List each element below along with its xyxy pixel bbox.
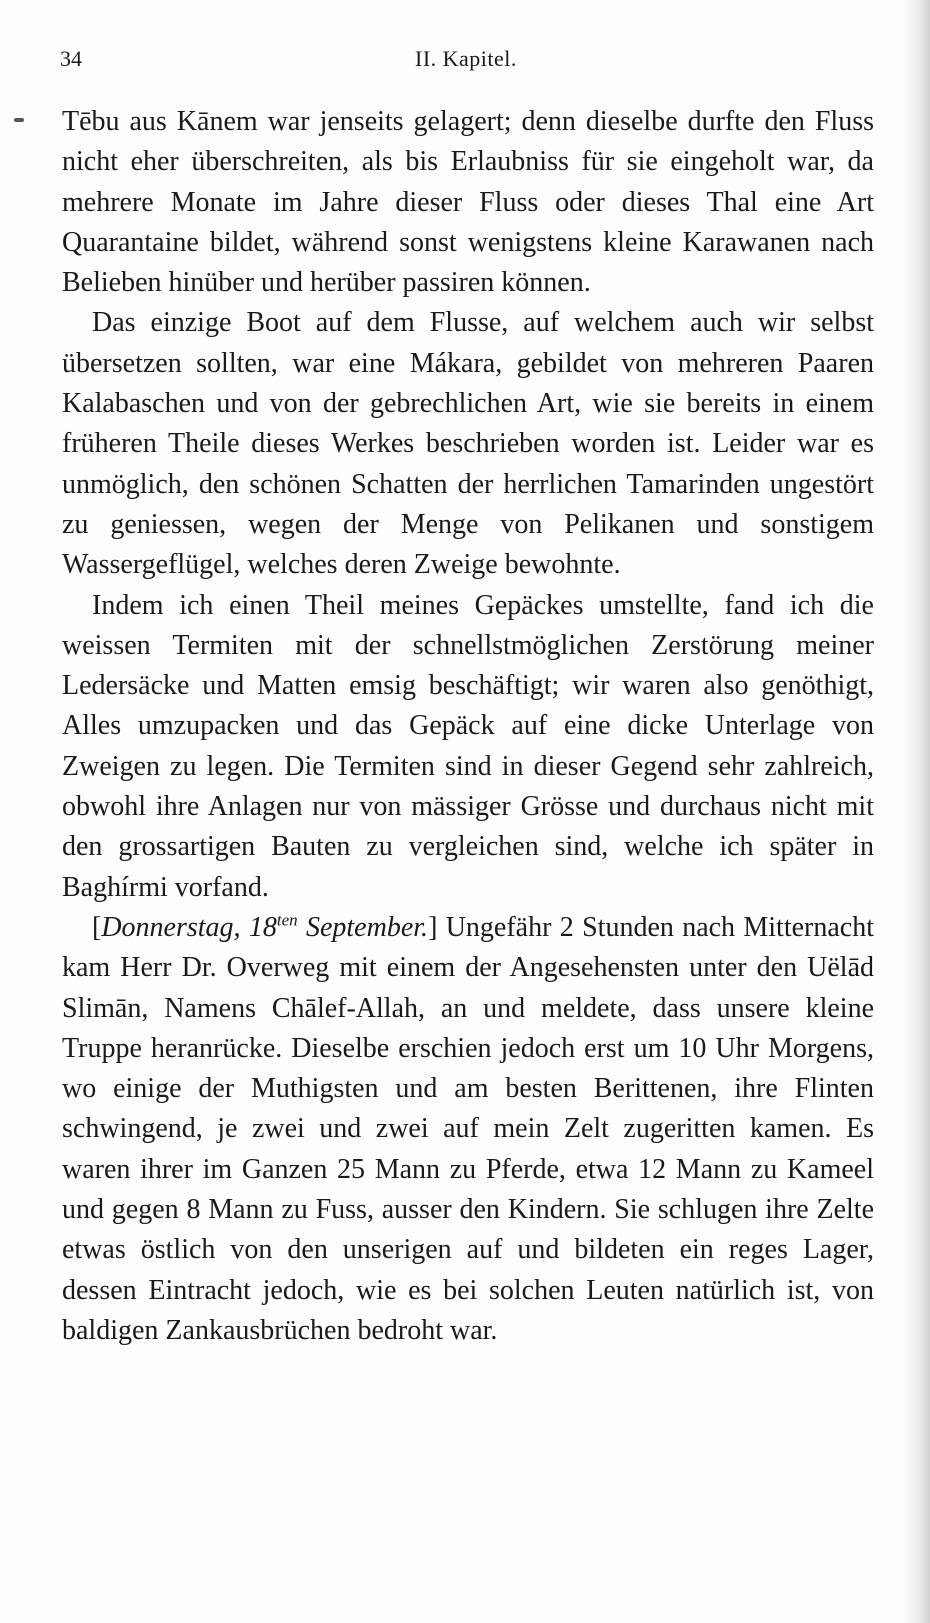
page-edge-shadow: [904, 0, 930, 1623]
paragraph-4: [62, 908, 874, 1351]
body-text: [62, 102, 874, 1351]
running-title: II. Kapitel.: [415, 46, 517, 71]
date-month: September.: [297, 911, 429, 943]
paragraph-4-text: Ungefähr 2 Stunden nach Mitternacht kam Herr Dr. Overweg mit einem der Angesehensten unter den Uëlād Slimān, Namens Chālef-Allah, an und meldete, dass unsere kleine Truppe heranrücke. Dieselbe erschien jedoch erst um 10 Uhr Morgens, wo einige der Muthigsten und am besten Berittenen, ihre Flinten schwingend, je zwei und zwei auf mein Zelt zugeritten kamen. Es waren ihrer im Ganzen 25 Mann zu Pferde, etwa 12 Mann zu Kameel und gegen 8 Mann zu Fuss, ausser den Kindern. Sie schlugen ihre Zelte etwas östlich von den unserigen auf und bildeten ein reges Lager, dessen Eintracht jedoch, wie es bei solchen Leuten natürlich ist, von baldigen Zankausbrüchen bedroht war.: [62, 911, 874, 1346]
date-bracket-close: ]: [428, 911, 438, 943]
date-bracket-open: [: [92, 911, 102, 943]
page-header: [60, 46, 880, 76]
date-superscript: ten: [276, 910, 298, 930]
paragraph-1: Tēbu aus Kānem war jenseits gelagert; denn dieselbe durfte den Fluss nicht eher überschreiten, als bis Erlaubniss für sie eingeholt war, da mehrere Monate im Jahre dieser Fluss oder dieses Thal eine Art Quarantaine bildet, während sonst wenigstens kleine Karawanen nach Belieben hinüber und herüber passiren können.: [62, 106, 874, 299]
paragraph-2: Das einzige Boot auf dem Flusse, auf welchem auch wir selbst übersetzen sollten, war eine Mákara, gebildet von mehreren Paaren Kalabaschen und von der gebrechlichen Art, wie sie bereits in einem früheren Theile dieses Werkes beschrieben worden ist. Leider war es unmöglich, den schönen Schatten der herrlichen Tamarinden ungestört zu geniessen, wegen der Menge von Pelikanen und sonstigem Wassergeflügel, welches deren Zweige bewohnte.: [62, 307, 874, 581]
page-number: 34: [60, 46, 82, 71]
date-day: Donnerstag, 18: [101, 911, 277, 943]
paragraph-3: Indem ich einen Theil meines Gepäckes umstellte, fand ich die weissen Termiten mit der schnellstmöglichen Zerstörung meiner Ledersäcke und Matten emsig beschäftigt; wir waren also genöthigt, Alles umzupacken und das Gepäck auf eine dicke Unterlage von Zweigen zu legen. Die Termiten sind in dieser Gegend sehr zahlreich, obwohl ihre Anlagen nur von mässiger Grösse und durchaus nicht mit den grossartigen Bauten zu vergleichen sind, welche ich später in Baghírmi vorfand.: [62, 589, 874, 903]
margin-mark: [14, 118, 24, 122]
